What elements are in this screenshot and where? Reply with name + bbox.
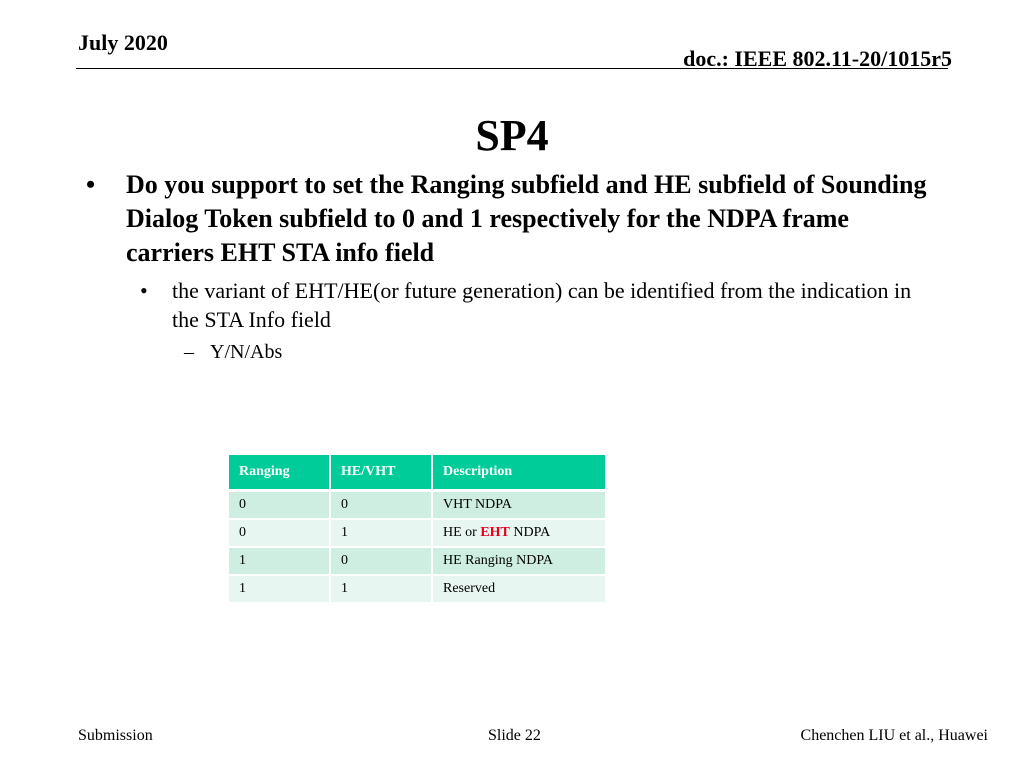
dash-marker: –	[184, 341, 194, 363]
bullet-text: the variant of EHT/HE(or future generation) can be identified from the indication in the STA Info field	[172, 278, 912, 332]
column-header-description: Description	[433, 455, 605, 492]
description-suffix: NDPA	[509, 525, 551, 540]
he-vht-cell: 1	[331, 576, 433, 604]
footer-submission: Submission	[78, 727, 153, 744]
column-header-ranging: Ranging	[229, 455, 331, 492]
description-cell: HE Ranging NDPA	[433, 548, 605, 576]
ranging-cell: 1	[229, 548, 331, 576]
slide-title: SP4	[475, 111, 549, 160]
ranging-cell: 0	[229, 520, 331, 548]
document-id: doc.: IEEE 802.11-20/1015r5	[683, 46, 952, 71]
description-cell: Reserved	[433, 576, 605, 604]
ranging-cell: 0	[229, 492, 331, 520]
slide-number: Slide 22	[488, 727, 541, 744]
bullet-list	[80, 168, 940, 365]
footer-author: Chenchen LIU et al., Huawei	[800, 727, 988, 744]
eht-highlight: EHT	[480, 525, 510, 540]
table-row	[229, 548, 605, 576]
ranging-cell: 1	[229, 576, 331, 604]
bullet-text: Y/N/Abs	[210, 341, 283, 363]
ndpa-variant-table	[229, 455, 605, 604]
he-vht-cell: 1	[331, 520, 433, 548]
header-divider	[76, 68, 948, 69]
column-header-he-vht: HE/VHT	[331, 455, 433, 492]
header-date: July 2020	[78, 30, 168, 55]
table-row	[229, 520, 605, 548]
bullet-level-2	[126, 276, 940, 334]
table-row	[229, 576, 605, 604]
table-header-row	[229, 455, 605, 492]
table-row	[229, 492, 605, 520]
bullet-level-3	[172, 339, 940, 365]
description-prefix: HE or	[443, 525, 481, 540]
he-vht-cell: 0	[331, 548, 433, 576]
bullet-marker: •	[140, 278, 148, 303]
description-cell	[433, 520, 605, 548]
description-cell: VHT NDPA	[433, 492, 605, 520]
he-vht-cell: 0	[331, 492, 433, 520]
bullet-marker: •	[86, 170, 96, 199]
bullet-text: Do you support to set the Ranging subfield and HE subfield of Sounding Dialog Token subfield to 0 and 1 respectively for the NDPA frame carriers EHT STA info field	[126, 170, 927, 267]
bullet-level-1	[80, 168, 940, 270]
